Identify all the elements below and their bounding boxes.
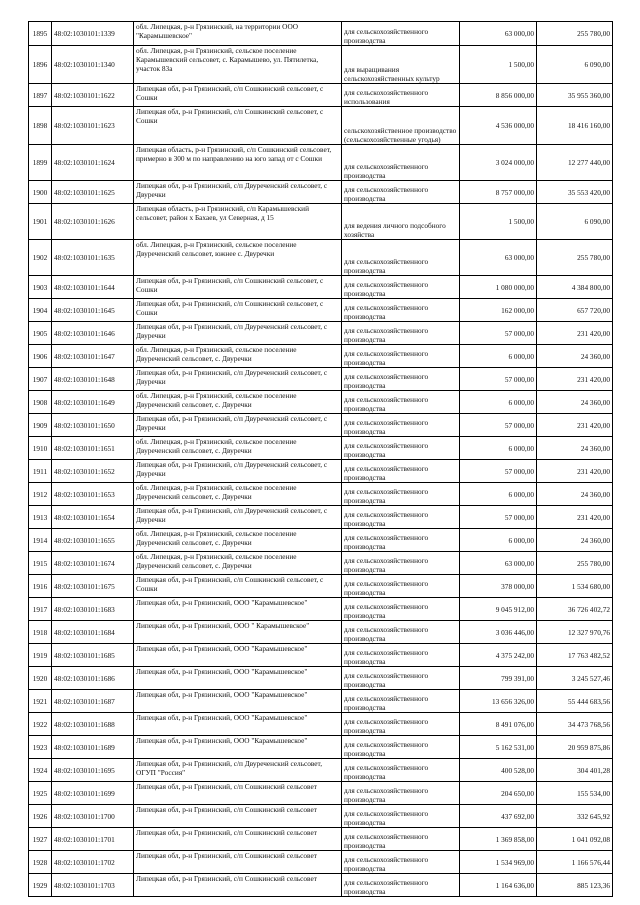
row-number-cell: 1913	[29, 506, 52, 529]
cadastral-value-cell: 231 420,00	[537, 460, 613, 483]
table-row	[29, 828, 613, 851]
cadastral-value-cell: 36 726 402,72	[537, 598, 613, 621]
area-cell: 8 757 000,00	[460, 181, 537, 204]
cadastral-number-cell: 48:02:1030101:1625	[52, 181, 134, 204]
cadastral-value-cell: 231 420,00	[537, 322, 613, 345]
row-number-cell: 1904	[29, 299, 52, 322]
address-cell: Липецкая обл, р-н Грязинский, с/п Сошкинский сельсовет	[134, 782, 342, 805]
cadastral-value-cell: 255 780,00	[537, 552, 613, 575]
permitted-use-cell: для сельскохозяйственного производства	[342, 736, 460, 759]
address-cell: Липецкая обл, р-н Грязинский, с/п Двуреченский сельсовет, с Двуречки	[134, 506, 342, 529]
area-cell: 9 045 912,00	[460, 598, 537, 621]
cadastral-value-cell: 6 090,00	[537, 46, 613, 84]
area-cell: 1 164 636,00	[460, 874, 537, 897]
address-cell: Липецкая обл, р-н Грязинский, с/п Двуреченский сельсовет, ОГУП "Россия"	[134, 759, 342, 782]
cadastral-number-cell: 48:02:1030101:1646	[52, 322, 134, 345]
table-row	[29, 851, 613, 874]
area-cell: 6 000,00	[460, 529, 537, 552]
table-row	[29, 621, 613, 644]
area-cell: 63 000,00	[460, 552, 537, 575]
table-row	[29, 46, 613, 84]
row-number-cell: 1918	[29, 621, 52, 644]
cadastral-number-cell: 48:02:1030101:1653	[52, 483, 134, 506]
address-cell: обл. Липецкая, р-н Грязинский, сельское поселение Карамышевский сельсовет, с. Карамышево, ул. Пятилетка, участок 83а	[134, 46, 342, 84]
area-cell: 57 000,00	[460, 460, 537, 483]
address-cell: Липецкая обл, р-н Грязинский, с/п Сошкинский сельсовет, с Сошки	[134, 276, 342, 299]
permitted-use-cell: для выращивания сельскохозяйственных культур	[342, 46, 460, 84]
table-row	[29, 145, 613, 181]
row-number-cell: 1921	[29, 690, 52, 713]
table-row	[29, 483, 613, 506]
permitted-use-cell: для сельскохозяйственного производства	[342, 644, 460, 667]
area-cell: 799 391,00	[460, 667, 537, 690]
cadastral-value-cell: 24 360,00	[537, 483, 613, 506]
cadastral-value-cell: 12 277 440,00	[537, 145, 613, 181]
cadastral-number-cell: 48:02:1030101:1688	[52, 713, 134, 736]
permitted-use-cell: для сельскохозяйственного использования	[342, 84, 460, 107]
land-parcel-sheet	[28, 21, 612, 897]
address-cell: Липецкая обл, р-н Грязинский, с/п Сошкинский сельсовет, с Сошки	[134, 575, 342, 598]
permitted-use-cell: для ведения личного подсобного хозяйства	[342, 204, 460, 240]
permitted-use-cell: для сельскохозяйственного производства	[342, 181, 460, 204]
area-cell: 400 528,00	[460, 759, 537, 782]
row-number-cell: 1929	[29, 874, 52, 897]
permitted-use-cell: для сельскохозяйственного производства	[342, 460, 460, 483]
cadastral-value-cell: 3 245 527,46	[537, 667, 613, 690]
cadastral-value-cell: 1 166 576,44	[537, 851, 613, 874]
area-cell: 6 000,00	[460, 437, 537, 460]
table-row	[29, 368, 613, 391]
cadastral-value-cell: 24 360,00	[537, 437, 613, 460]
cadastral-value-cell: 304 401,28	[537, 759, 613, 782]
cadastral-number-cell: 48:02:1030101:1651	[52, 437, 134, 460]
table-row	[29, 506, 613, 529]
table-row	[29, 759, 613, 782]
row-number-cell: 1903	[29, 276, 52, 299]
area-cell: 437 692,00	[460, 805, 537, 828]
permitted-use-cell: для сельскохозяйственного производства	[342, 345, 460, 368]
table-row	[29, 437, 613, 460]
table-row	[29, 667, 613, 690]
area-cell: 204 650,00	[460, 782, 537, 805]
cadastral-value-cell: 4 384 800,00	[537, 276, 613, 299]
row-number-cell: 1926	[29, 805, 52, 828]
row-number-cell: 1897	[29, 84, 52, 107]
cadastral-value-cell: 35 955 360,00	[537, 84, 613, 107]
table-row	[29, 240, 613, 276]
permitted-use-cell: для сельскохозяйственного производства	[342, 713, 460, 736]
row-number-cell: 1910	[29, 437, 52, 460]
address-cell: Липецкая обл, р-н Грязинский, ООО " Карамышевское"	[134, 621, 342, 644]
cadastral-number-cell: 48:02:1030101:1622	[52, 84, 134, 107]
address-cell: Липецкая обл, р-н Грязинский, ООО "Карамышевское"	[134, 713, 342, 736]
address-cell: Липецкая обл, р-н Грязинский, с/п Двуреченский сельсовет, с Двуречки	[134, 181, 342, 204]
table-row	[29, 391, 613, 414]
row-number-cell: 1915	[29, 552, 52, 575]
area-cell: 1 500,00	[460, 46, 537, 84]
table-row	[29, 276, 613, 299]
row-number-cell: 1919	[29, 644, 52, 667]
address-cell: Липецкая обл, р-н Грязинский, с/п Двуреченский сельсовет, с Двуречки	[134, 460, 342, 483]
permitted-use-cell: для сельскохозяйственного производства	[342, 240, 460, 276]
cadastral-value-cell: 231 420,00	[537, 414, 613, 437]
cadastral-value-cell: 657 720,00	[537, 299, 613, 322]
address-cell: Липецкая область, р-н Грязинский, с/п Карамышевский сельсовет, район х Бахаев, ул Северная, д 15	[134, 204, 342, 240]
permitted-use-cell: для сельскохозяйственного производства	[342, 598, 460, 621]
cadastral-number-cell: 48:02:1030101:1340	[52, 46, 134, 84]
address-cell: обл. Липецкая, р-н Грязинский, сельское поселение Двуреченский сельсовет, с. Двуречки	[134, 529, 342, 552]
table-row	[29, 460, 613, 483]
permitted-use-cell: для сельскохозяйственного производства	[342, 529, 460, 552]
area-cell: 57 000,00	[460, 368, 537, 391]
table-row	[29, 598, 613, 621]
cadastral-value-cell: 332 645,92	[537, 805, 613, 828]
table-row	[29, 713, 613, 736]
table-row	[29, 575, 613, 598]
permitted-use-cell: для сельскохозяйственного производства	[342, 145, 460, 181]
row-number-cell: 1922	[29, 713, 52, 736]
area-cell: 57 000,00	[460, 414, 537, 437]
cadastral-number-cell: 48:02:1030101:1684	[52, 621, 134, 644]
row-number-cell: 1906	[29, 345, 52, 368]
cadastral-number-cell: 48:02:1030101:1695	[52, 759, 134, 782]
row-number-cell: 1911	[29, 460, 52, 483]
area-cell: 6 000,00	[460, 345, 537, 368]
permitted-use-cell: сельскохозяйственное производство (сельскохозяйственные угодья)	[342, 107, 460, 145]
table-row	[29, 22, 613, 46]
address-cell: Липецкая обл, р-н Грязинский, ООО "Карамышевское"	[134, 644, 342, 667]
address-cell: обл. Липецкая, р-н Грязинский, сельское поселение Двуреченский сельсовет, с. Двуречки	[134, 437, 342, 460]
row-number-cell: 1924	[29, 759, 52, 782]
cadastral-value-cell: 12 327 970,76	[537, 621, 613, 644]
address-cell: Липецкая обл, р-н Грязинский, ООО "Карамышевское"	[134, 736, 342, 759]
area-cell: 5 162 531,00	[460, 736, 537, 759]
table-row	[29, 107, 613, 145]
cadastral-number-cell: 48:02:1030101:1626	[52, 204, 134, 240]
permitted-use-cell: для сельскохозяйственного производства	[342, 483, 460, 506]
row-number-cell: 1899	[29, 145, 52, 181]
row-number-cell: 1925	[29, 782, 52, 805]
permitted-use-cell: для сельскохозяйственного производства	[342, 621, 460, 644]
cadastral-value-cell: 231 420,00	[537, 506, 613, 529]
area-cell: 378 000,00	[460, 575, 537, 598]
area-cell: 3 036 446,00	[460, 621, 537, 644]
table-row	[29, 782, 613, 805]
cadastral-number-cell: 48:02:1030101:1339	[52, 22, 134, 46]
cadastral-value-cell: 885 123,36	[537, 874, 613, 897]
row-number-cell: 1896	[29, 46, 52, 84]
cadastral-number-cell: 48:02:1030101:1647	[52, 345, 134, 368]
cadastral-number-cell: 48:02:1030101:1645	[52, 299, 134, 322]
cadastral-number-cell: 48:02:1030101:1649	[52, 391, 134, 414]
address-cell: Липецкая обл, р-н Грязинский, с/п Сошкинский сельсовет, с Сошки	[134, 299, 342, 322]
address-cell: обл. Липецкая, р-н Грязинский, сельское поселение Двуреченский сельсовет, с. Двуречки	[134, 345, 342, 368]
permitted-use-cell: для сельскохозяйственного производства	[342, 322, 460, 345]
table-row	[29, 345, 613, 368]
row-number-cell: 1905	[29, 322, 52, 345]
permitted-use-cell: для сельскохозяйственного производства	[342, 437, 460, 460]
cadastral-number-cell: 48:02:1030101:1674	[52, 552, 134, 575]
table-body	[29, 22, 613, 897]
cadastral-value-cell: 34 473 768,56	[537, 713, 613, 736]
cadastral-number-cell: 48:02:1030101:1654	[52, 506, 134, 529]
cadastral-number-cell: 48:02:1030101:1702	[52, 851, 134, 874]
cadastral-value-cell: 24 360,00	[537, 345, 613, 368]
table-row	[29, 204, 613, 240]
cadastral-value-cell: 155 534,00	[537, 782, 613, 805]
permitted-use-cell: для сельскохозяйственного производства	[342, 414, 460, 437]
cadastral-number-cell: 48:02:1030101:1635	[52, 240, 134, 276]
cadastral-number-cell: 48:02:1030101:1650	[52, 414, 134, 437]
permitted-use-cell: для сельскохозяйственного производства	[342, 782, 460, 805]
area-cell: 1 534 969,00	[460, 851, 537, 874]
area-cell: 162 000,00	[460, 299, 537, 322]
area-cell: 63 000,00	[460, 22, 537, 46]
permitted-use-cell: для сельскохозяйственного производства	[342, 759, 460, 782]
row-number-cell: 1900	[29, 181, 52, 204]
area-cell: 1 500,00	[460, 204, 537, 240]
permitted-use-cell: для сельскохозяйственного производства	[342, 276, 460, 299]
permitted-use-cell: для сельскохозяйственного производства	[342, 874, 460, 897]
row-number-cell: 1914	[29, 529, 52, 552]
permitted-use-cell: для сельскохозяйственного производства	[342, 506, 460, 529]
cadastral-number-cell: 48:02:1030101:1655	[52, 529, 134, 552]
cadastral-value-cell: 17 763 482,52	[537, 644, 613, 667]
cadastral-number-cell: 48:02:1030101:1700	[52, 805, 134, 828]
cadastral-value-cell: 1 041 092,08	[537, 828, 613, 851]
address-cell: Липецкая обл, р-н Грязинский, с/п Двуреченский сельсовет, с Двуречки	[134, 368, 342, 391]
row-number-cell: 1907	[29, 368, 52, 391]
row-number-cell: 1895	[29, 22, 52, 46]
area-cell: 63 000,00	[460, 240, 537, 276]
address-cell: Липецкая обл, р-н Грязинский, с/п Сошкинский сельсовет	[134, 828, 342, 851]
row-number-cell: 1920	[29, 667, 52, 690]
table-row	[29, 874, 613, 897]
permitted-use-cell: для сельскохозяйственного производства	[342, 851, 460, 874]
area-cell: 13 656 326,00	[460, 690, 537, 713]
address-cell: Липецкая обл, р-н Грязинский, с/п Двуреченский сельсовет, с Двуречки	[134, 414, 342, 437]
table-row	[29, 644, 613, 667]
table-row	[29, 690, 613, 713]
row-number-cell: 1916	[29, 575, 52, 598]
cadastral-number-cell: 48:02:1030101:1652	[52, 460, 134, 483]
row-number-cell: 1898	[29, 107, 52, 145]
area-cell: 1 080 000,00	[460, 276, 537, 299]
permitted-use-cell: для сельскохозяйственного производства	[342, 667, 460, 690]
permitted-use-cell: для сельскохозяйственного производства	[342, 575, 460, 598]
area-cell: 57 000,00	[460, 506, 537, 529]
address-cell: Липецкая обл, р-н Грязинский, ООО "Карамышевское"	[134, 667, 342, 690]
address-cell: Липецкая обл, р-н Грязинский, с/п Сошкинский сельсовет	[134, 874, 342, 897]
address-cell: Липецкая обл, р-н Грязинский, с/п Сошкинский сельсовет, с Сошки	[134, 84, 342, 107]
cadastral-value-cell: 55 444 683,56	[537, 690, 613, 713]
table-row	[29, 414, 613, 437]
cadastral-value-cell: 18 416 160,00	[537, 107, 613, 145]
address-cell: обл. Липецкая, р-н Грязинский, сельское поселение Двуреченский сельсовет, южнее с. Двуречки	[134, 240, 342, 276]
area-cell: 1 369 858,00	[460, 828, 537, 851]
area-cell: 4 375 242,00	[460, 644, 537, 667]
row-number-cell: 1917	[29, 598, 52, 621]
address-cell: Липецкая обл, р-н Грязинский, ООО "Карамышевское"	[134, 598, 342, 621]
permitted-use-cell: для сельскохозяйственного производства	[342, 828, 460, 851]
cadastral-number-cell: 48:02:1030101:1689	[52, 736, 134, 759]
address-cell: обл. Липецкая, р-н Грязинский, сельское поселение Двуреченский сельсовет, с. Двуречки	[134, 552, 342, 575]
address-cell: обл. Липецкая, р-н Грязинский, сельское поселение Двуреченский сельсовет, с. Двуречки	[134, 483, 342, 506]
area-cell: 6 000,00	[460, 483, 537, 506]
table-row	[29, 181, 613, 204]
cadastral-value-cell: 20 959 875,86	[537, 736, 613, 759]
address-cell: Липецкая обл, р-н Грязинский, с/п Сошкинский сельсовет, с Сошки	[134, 107, 342, 145]
row-number-cell: 1901	[29, 204, 52, 240]
cadastral-number-cell: 48:02:1030101:1699	[52, 782, 134, 805]
permitted-use-cell: для сельскохозяйственного производства	[342, 690, 460, 713]
row-number-cell: 1908	[29, 391, 52, 414]
address-cell: Липецкая обл, р-н Грязинский, с/п Сошкинский сельсовет	[134, 851, 342, 874]
cadastral-value-cell: 24 360,00	[537, 529, 613, 552]
cadastral-value-cell: 35 553 420,00	[537, 181, 613, 204]
permitted-use-cell: для сельскохозяйственного производства	[342, 552, 460, 575]
permitted-use-cell: для сельскохозяйственного производства	[342, 391, 460, 414]
row-number-cell: 1927	[29, 828, 52, 851]
cadastral-number-cell: 48:02:1030101:1686	[52, 667, 134, 690]
land-parcel-table	[28, 21, 613, 897]
table-row	[29, 736, 613, 759]
address-cell: Липецкая обл, р-н Грязинский, с/п Двуреченский сельсовет, с Двуречки	[134, 322, 342, 345]
address-cell: обл. Липецкая, р-н Грязинский, на территории ООО "Карамышевское"	[134, 22, 342, 46]
row-number-cell: 1912	[29, 483, 52, 506]
cadastral-number-cell: 48:02:1030101:1644	[52, 276, 134, 299]
cadastral-value-cell: 24 360,00	[537, 391, 613, 414]
permitted-use-cell: для сельскохозяйственного производства	[342, 299, 460, 322]
row-number-cell: 1909	[29, 414, 52, 437]
cadastral-number-cell: 48:02:1030101:1648	[52, 368, 134, 391]
table-row	[29, 552, 613, 575]
row-number-cell: 1923	[29, 736, 52, 759]
area-cell: 57 000,00	[460, 322, 537, 345]
address-cell: Липецкая обл, р-н Грязинский, ООО "Карамышевское"	[134, 690, 342, 713]
area-cell: 6 000,00	[460, 391, 537, 414]
permitted-use-cell: для сельскохозяйственного производства	[342, 22, 460, 46]
row-number-cell: 1902	[29, 240, 52, 276]
cadastral-number-cell: 48:02:1030101:1683	[52, 598, 134, 621]
address-cell: Липецкая область, р-н Грязинский, с/п Сошкинский сельсовет, примерно в 300 м по направлению на юго запад от с Сошки	[134, 145, 342, 181]
area-cell: 8 856 000,00	[460, 84, 537, 107]
address-cell: Липецкая обл, р-н Грязинский, с/п Сошкинский сельсовет	[134, 805, 342, 828]
cadastral-number-cell: 48:02:1030101:1701	[52, 828, 134, 851]
cadastral-number-cell: 48:02:1030101:1703	[52, 874, 134, 897]
area-cell: 4 536 000,00	[460, 107, 537, 145]
permitted-use-cell: для сельскохозяйственного производства	[342, 805, 460, 828]
cadastral-number-cell: 48:02:1030101:1687	[52, 690, 134, 713]
table-row	[29, 322, 613, 345]
table-row	[29, 805, 613, 828]
row-number-cell: 1928	[29, 851, 52, 874]
cadastral-number-cell: 48:02:1030101:1685	[52, 644, 134, 667]
cadastral-value-cell: 255 780,00	[537, 22, 613, 46]
table-row	[29, 299, 613, 322]
cadastral-value-cell: 6 090,00	[537, 204, 613, 240]
address-cell: обл. Липецкая, р-н Грязинский, сельское поселение Двуреченский сельсовет, с. Двуречки	[134, 391, 342, 414]
cadastral-number-cell: 48:02:1030101:1624	[52, 145, 134, 181]
area-cell: 3 024 000,00	[460, 145, 537, 181]
cadastral-number-cell: 48:02:1030101:1675	[52, 575, 134, 598]
cadastral-value-cell: 1 534 680,00	[537, 575, 613, 598]
cadastral-value-cell: 255 780,00	[537, 240, 613, 276]
permitted-use-cell: для сельскохозяйственного производства	[342, 368, 460, 391]
table-row	[29, 84, 613, 107]
area-cell: 8 491 076,00	[460, 713, 537, 736]
cadastral-number-cell: 48:02:1030101:1623	[52, 107, 134, 145]
table-row	[29, 529, 613, 552]
cadastral-value-cell: 231 420,00	[537, 368, 613, 391]
